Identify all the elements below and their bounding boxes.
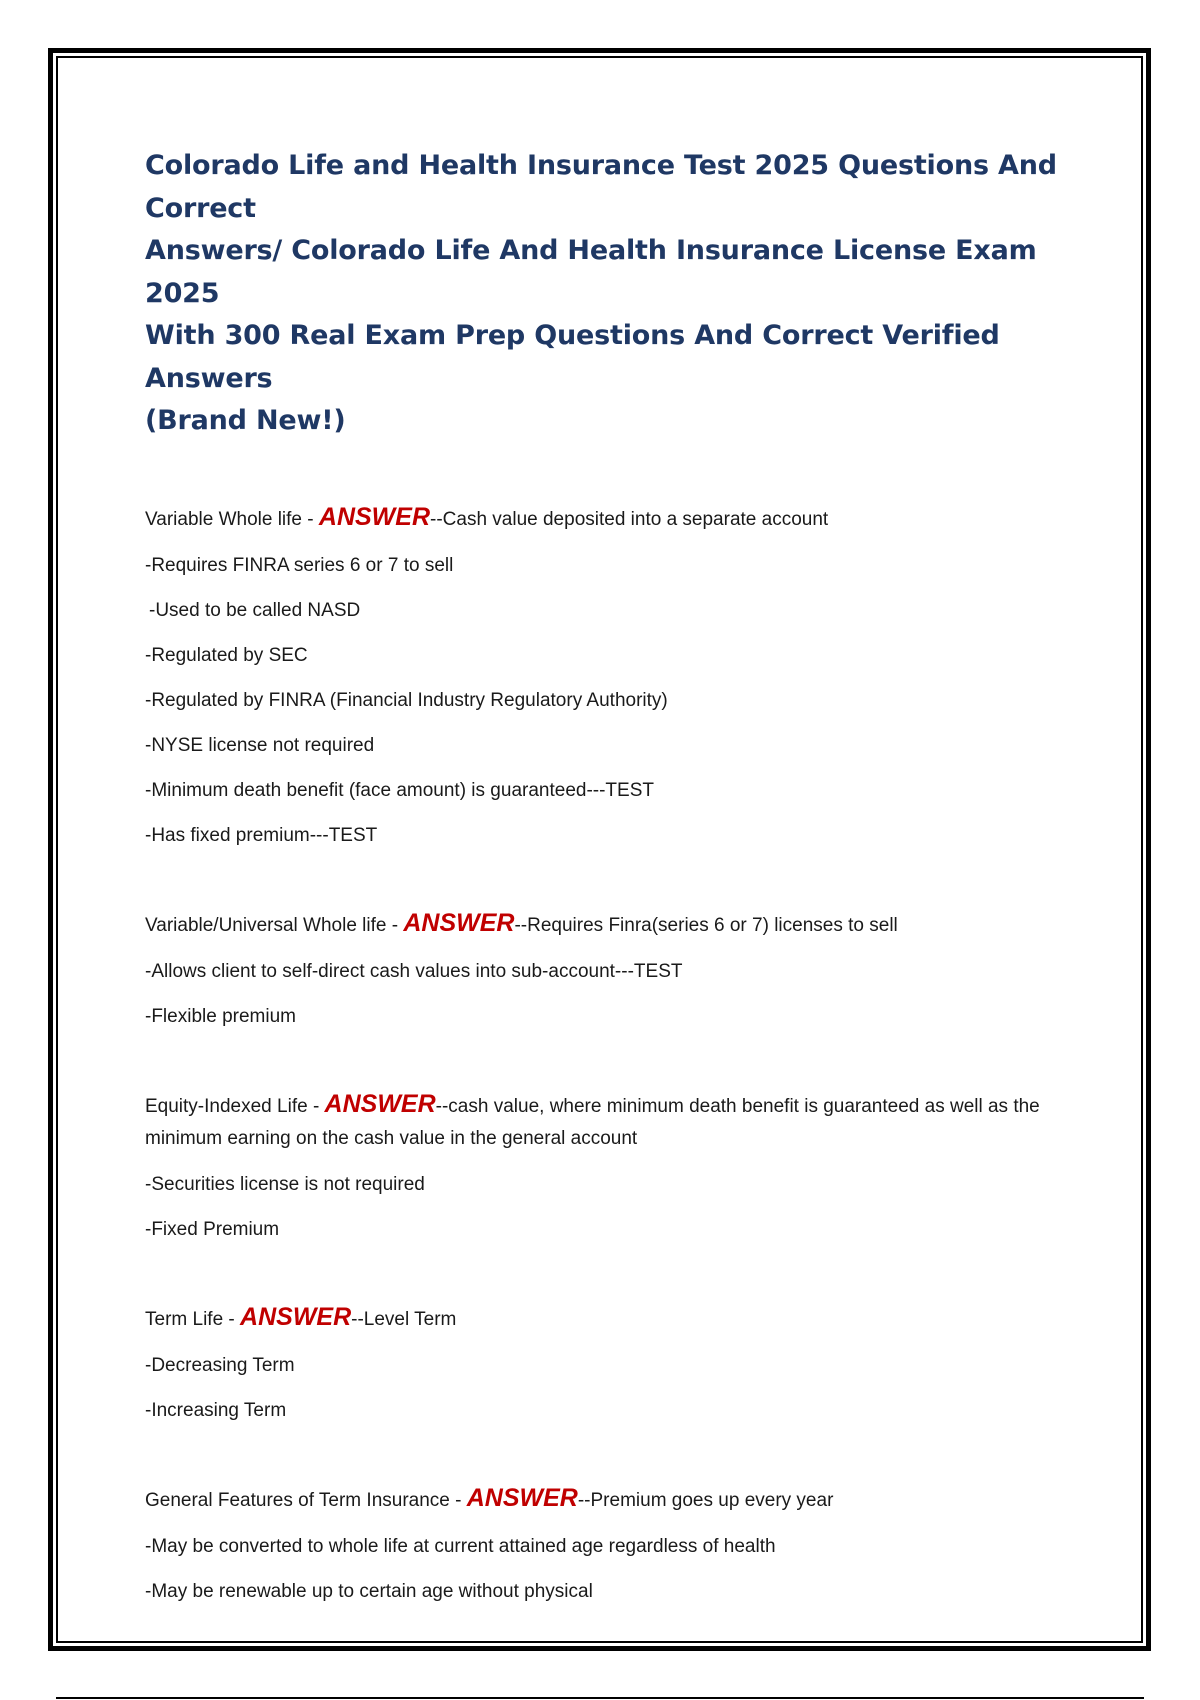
qa-detail: -Fixed Premium: [145, 1218, 280, 1240]
qa-item-term-life: [145, 1301, 1065, 1426]
title-line: With 300 Real Exam Prep Questions And Correct Verified Answers: [145, 320, 1000, 394]
qa-list: [145, 501, 1065, 1607]
qa-term-line: [145, 1482, 1065, 1517]
qa-detail: -Minimum death benefit (face amount) is guaranteed---TEST: [145, 779, 654, 801]
next-page-edge: [56, 1697, 1144, 1699]
qa-detail: -Requires FINRA series 6 or 7 to sell: [145, 554, 454, 576]
qa-item-equity-indexed-life: [145, 1088, 1065, 1245]
qa-term-line: [145, 907, 1065, 942]
qa-detail: -May be converted to whole life at current attained age regardless of health: [145, 1535, 776, 1557]
answer-label: ANSWER: [466, 1483, 578, 1512]
qa-term-line: [145, 501, 1065, 536]
qa-detail: -Used to be called NASD: [149, 599, 361, 621]
qa-answer: --Requires Finra(series 6 or 7) licenses to sell: [514, 914, 898, 936]
qa-term: Variable/Universal Whole life -: [145, 914, 404, 936]
title-line: (Brand New!): [145, 405, 346, 436]
answer-label: ANSWER: [403, 908, 515, 937]
qa-detail: -Has fixed premium---TEST: [145, 824, 378, 846]
answer-label: ANSWER: [240, 1302, 352, 1331]
qa-item-variable-universal-whole-life: [145, 907, 1065, 1032]
qa-detail: -Regulated by FINRA (Financial Industry Regulatory Authority): [145, 689, 668, 711]
qa-detail: -Increasing Term: [145, 1399, 287, 1421]
qa-detail: -May be renewable up to certain age without physical: [145, 1580, 593, 1602]
document-content: [145, 145, 1065, 1663]
answer-label: ANSWER: [324, 1089, 436, 1118]
qa-detail: -Regulated by SEC: [145, 644, 308, 666]
qa-term: General Features of Term Insurance -: [145, 1489, 467, 1511]
qa-item-general-features-term: [145, 1482, 1065, 1607]
title-line: Answers/ Colorado Life And Health Insurance License Exam 2025: [145, 235, 1037, 309]
qa-answer: --Level Term: [351, 1308, 457, 1330]
qa-term-line: [145, 1088, 1065, 1155]
document-title: [145, 145, 1065, 443]
qa-term: Equity-Indexed Life -: [145, 1095, 325, 1117]
qa-detail: -Flexible premium: [145, 1005, 296, 1027]
title-line: Colorado Life and Health Insurance Test 2025 Questions And Correct: [145, 150, 1057, 224]
qa-detail: -Decreasing Term: [145, 1354, 295, 1376]
qa-answer: --Premium goes up every year: [577, 1489, 834, 1511]
qa-detail: -Allows client to self-direct cash values into sub-account---TEST: [145, 960, 683, 982]
qa-term: Variable Whole life -: [145, 508, 319, 530]
answer-label: ANSWER: [318, 502, 430, 531]
qa-item-variable-whole-life: [145, 501, 1065, 851]
qa-answer: --cash value, where minimum death benefit is guaranteed as well as the minimum earning on the cash value in the general account: [145, 1095, 1040, 1149]
qa-term: Term Life -: [145, 1308, 241, 1330]
qa-detail: -NYSE license not required: [145, 734, 375, 756]
qa-term-line: [145, 1301, 1065, 1336]
qa-detail: -Securities license is not required: [145, 1173, 425, 1195]
qa-answer: --Cash value deposited into a separate account: [430, 508, 829, 530]
